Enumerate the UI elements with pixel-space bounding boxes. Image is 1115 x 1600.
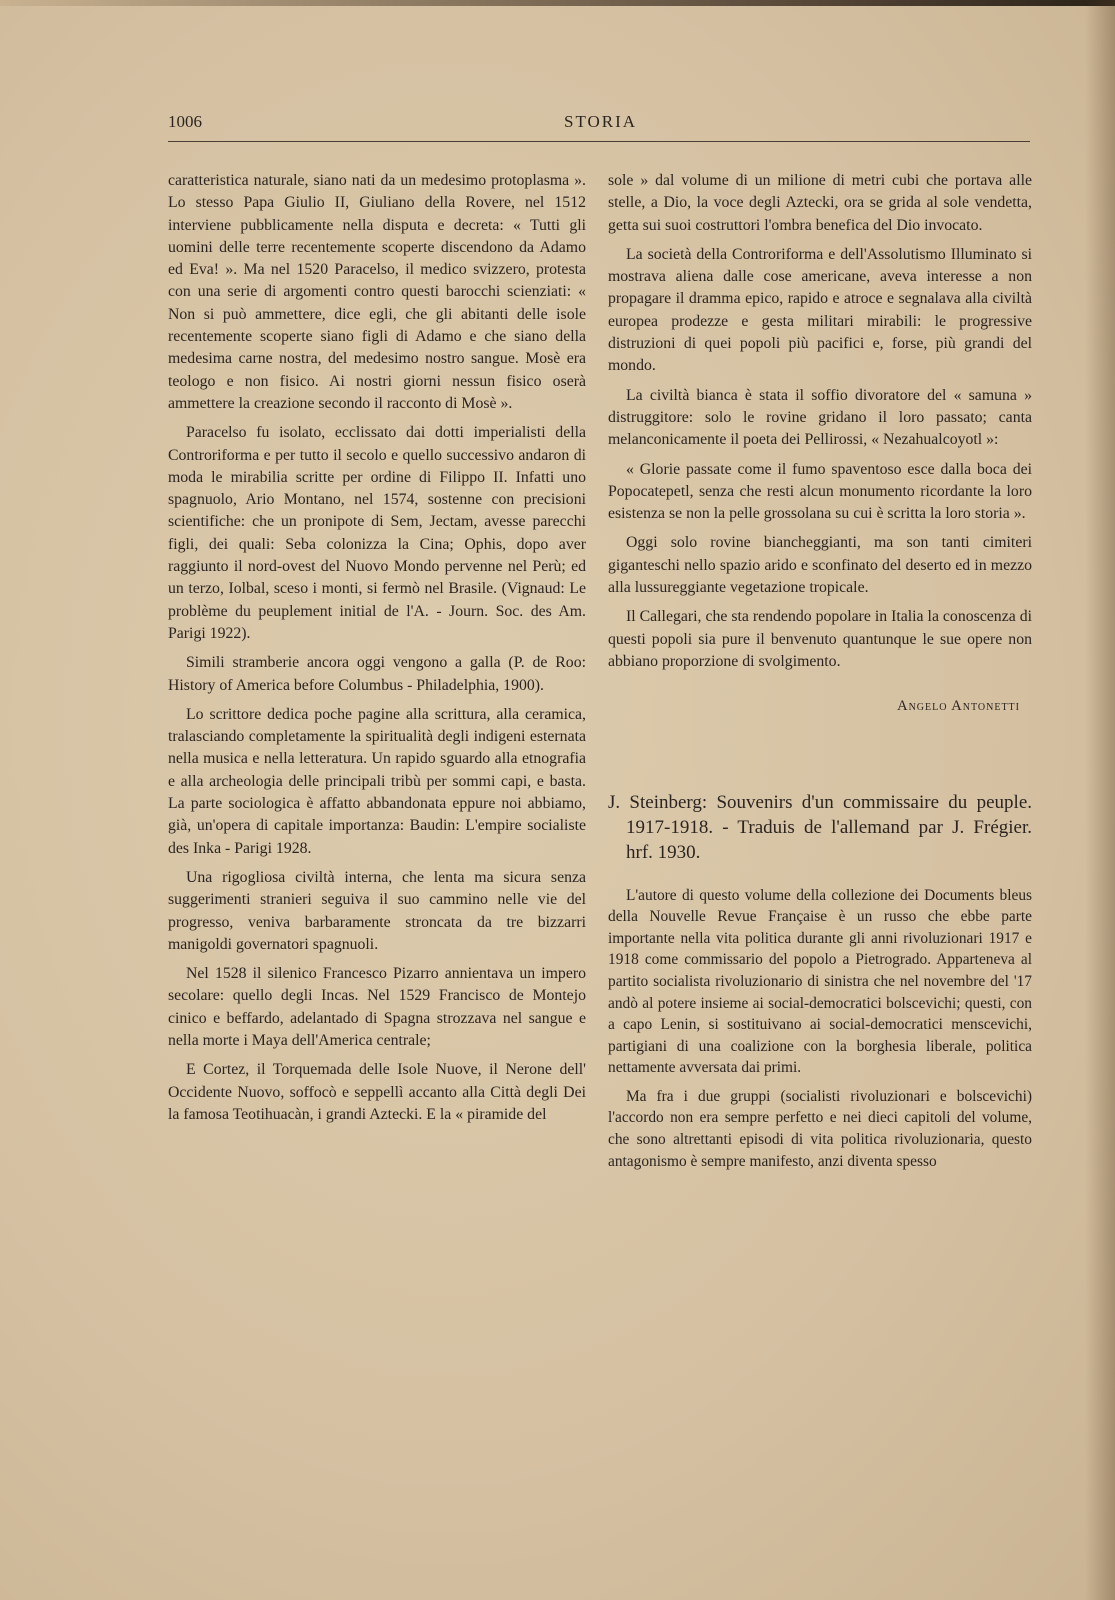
review-heading: J. Steinberg: Souvenirs d'un commissaire du peuple. 1917-1918. - Traduis de l'allemand par J. Frégier. hrf. 1930.	[608, 791, 1032, 863]
paragraph: caratteristica naturale, siano nati da un medesimo protoplasma ». Lo stesso Papa Giulio II, Giuliano della Rovere, nel 1512 interviene pubblicamente nella disputa e decreta: « Tutti gli uomini delle terre recentemente scoperte discendono da Adamo ed Eva! ». Ma nel 1520 Paracelso, il medico svizzero, protesta con una serie di argomenti contro questi barocchi scienziati: « Non si può ammettere, dice egli, che gli abitanti delle isole recentemente scoperte siano figli di Adamo e che siano della medesima carne nostra, del medesimo nostro sangue. Mosè era teologo e non fisico. Ai nostri giorni nessun fisico oserà ammettere la creazione secondo il racconto di Mosè ».	[168, 172, 586, 412]
paragraph: Lo scrittore dedica poche pagine alla scrittura, alla ceramica, tralasciando completamente la spiritualità degli indigeni esternata nella musica e nella letteratura. Un rapido sguardo alla etnografia e alla archeologia delle principali tribù per sommi capi, e basta. La parte sociologica è affatto abbandonata eppure noi abbiamo, già, un'opera di capitale importanza: Baudin: L'empire socialiste des Inka - Parigi 1928.	[168, 705, 586, 857]
paragraph: Il Callegari, che sta rendendo popolare in Italia la conoscenza di questi popoli sia pure il benvenuto quantunque le sue opere non abbiano proporzione di svolgimento.	[608, 608, 1032, 670]
page-number: 1006	[168, 112, 202, 131]
paragraph: E Cortez, il Torquemada delle Isole Nuove, il Nerone dell' Occidente Nuovo, soffocò e seppellì accanto alla Città degli Dei la famosa Teotihuacàn, i grandi Aztecki. E la « piramide del	[168, 1061, 586, 1123]
paragraph: La società della Controriforma e dell'Assolutismo Illuminato si mostrava aliena dalle cose americane, aveva interesse a non propagare il dramma epico, rapido e atroce e segnalava alla civiltà europea prodezze e gesta militari mirabili: le progressive distruzioni di quei popoli più pacifici e, forse, più grandi del mondo.	[608, 245, 1032, 375]
paragraph: La civiltà bianca è stata il soffio divoratore del « samuna » distruggitore: solo le rovine gridano il loro passato; canta melanconicamente il poeta dei Pellirossi, « Nezahualcoyotl »:	[608, 386, 1032, 449]
paragraph: « Glorie passate come il fumo spaventoso esce dalla boca dei Popocatepetl, senza che resti alcun monumento ricordante la loro esistenza se non la pelle grossolana su cui è scritta la loro storia ».	[608, 460, 1032, 523]
paragraph: Oggi solo rovine biancheggianti, ma son tanti cimiteri giganteschi nello spazio arido e sconfinato del deserto ed in mezzo alla lussureggiante vegetazione tropicale.	[608, 534, 1032, 597]
header-rule	[168, 141, 1030, 142]
right-column	[608, 170, 1032, 1179]
left-column	[168, 170, 586, 1133]
page-binding-shadow	[1085, 0, 1115, 1600]
paragraph: L'autore di questo volume della collezione dei Documents bleus della Nouvelle Revue Française è un russo che ebbe parte importante nella vita politica durante gli anni rivoluzionari 1917 e 1918 come commissario del popolo a Pietrogrado. Apparteneva al partito socialista rivoluzionario di sinistra che nel novembre del '17 andò al potere insieme ai social-democratici bolscevichi; questi, con a capo Lenin, si sostituivano ai social-democratici menscevichi, partigiani di una coalizione con la borghesia liberale, politica nettamente avversata dai primi.	[608, 886, 1032, 1077]
paragraph: Nel 1528 il silenico Francesco Pizarro annientava un impero secolare: quello degli Incas. Nel 1529 Francisco de Montejo cinico e beffardo, adelantado di Spagna strozzava nel sangue e nella morte i Maya dell'America centrale;	[168, 965, 586, 1049]
paragraph: Una rigogliosa civiltà interna, che lenta ma sicura senza suggerimenti stranieri seguiva il suo cammino nelle vie del progresso, veniva barbaramente stroncata da tre bizzarri manigoldi governatori spagnuoli.	[168, 868, 586, 953]
page-edge-band	[0, 0, 1115, 6]
review-body	[608, 885, 1032, 1173]
paragraph: sole » dal volume di un milione di metri cubi che portava alle stelle, a Dio, la voce degli Aztecki, ora se grida al sole vendetta, getta sui suoi costruttori l'ombra benefica del Dio invocato.	[608, 172, 1032, 234]
page-header	[168, 112, 1040, 142]
paragraph: Simili stramberie ancora oggi vengono a galla (P. de Roo: History of America before Columbus - Philadelphia, 1900).	[168, 654, 586, 694]
running-head: STORIA	[564, 112, 638, 131]
author-signature: Angelo Antonetti	[897, 698, 1020, 715]
paragraph: Ma fra i due gruppi (socialisti rivoluzionari e bolscevichi) l'accordo non era sempre perfetto e nei dieci capitoli del volume, che sono altrettanti episodi di vita politica rivoluzionaria, questo antagonismo è sempre manifesto, anzi diventa spesso	[608, 1087, 1032, 1170]
paragraph: Paracelso fu isolato, ecclissato dai dotti imperialisti della Controriforma e per tutto il secolo e quello successivo andaron di moda le mirabilia scritte per ordine di Filippo II. Infatti uno spagnuolo, Ario Montano, nel 1574, sostenne con precisioni scientifiche: che un pronipote di Sem, Jectam, avesse parecchi figli, dei quali: Seba colonizza la Cina; Ophis, dopo aver raggiunto il nord-ovest del Nuovo Mondo pervenne nel Perù; ed un terzo, Iolbal, sceso i monti, si fermò nel Brasile. (Vignaud: Le problème du peuplement initial de l'A. - Journ. Soc. des Am. Parigi 1922).	[168, 424, 586, 642]
